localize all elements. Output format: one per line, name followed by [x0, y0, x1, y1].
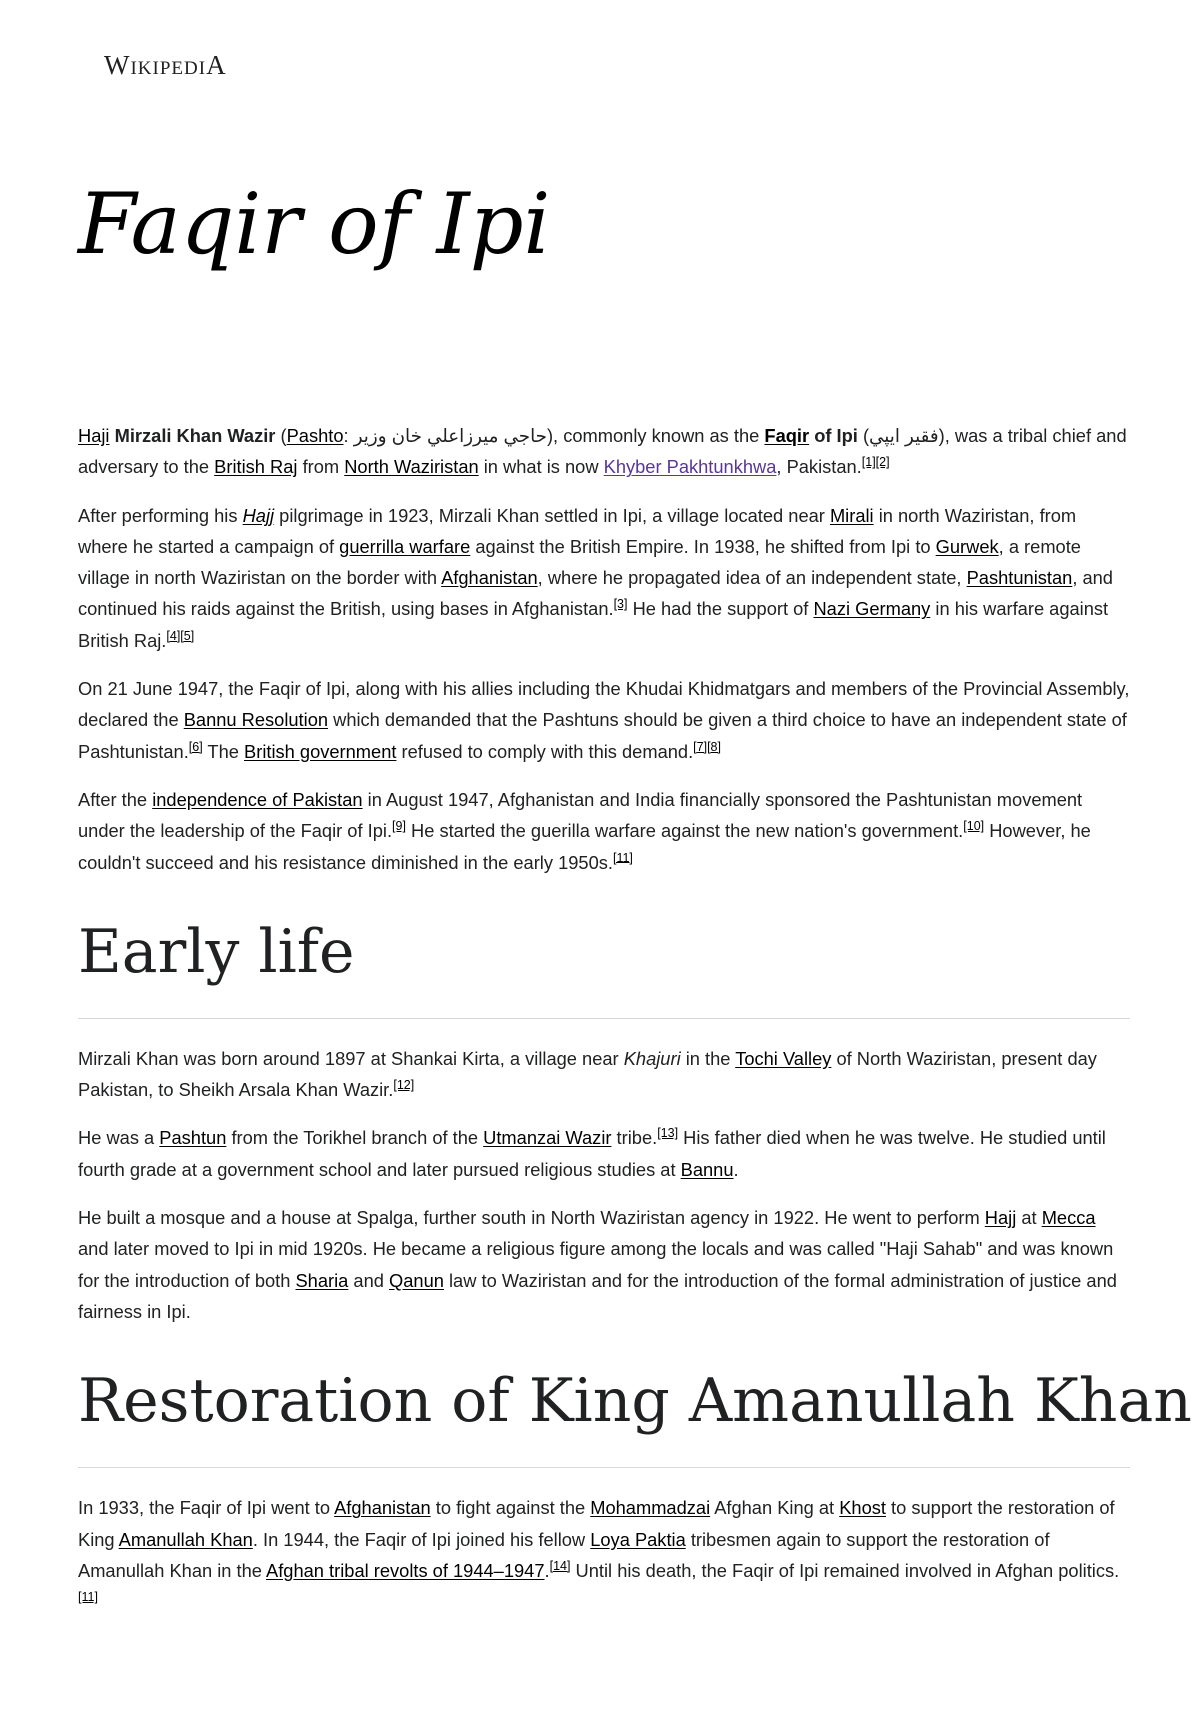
logo-letter-w: W [104, 50, 131, 80]
link-khyber-pakhtunkhwa[interactable]: Khyber Pakhtunkhwa [603, 456, 777, 478]
logo-letter-a: A [206, 50, 227, 80]
link-sharia[interactable]: Sharia [295, 1269, 349, 1291]
reference-link[interactable]: [12] [393, 1078, 415, 1093]
reference-link[interactable]: [14] [549, 1558, 571, 1573]
reference-link[interactable]: [2] [875, 455, 890, 470]
link-hajj-2[interactable]: Hajj [984, 1207, 1017, 1229]
reference-link[interactable]: [5] [180, 628, 195, 643]
article-body [78, 420, 1192, 1634]
link-mohammadzai[interactable]: Mohammadzai [590, 1497, 711, 1519]
section-heading-early-life: Early life [78, 916, 1130, 1019]
intro-paragraph-1: Haji Mirzali Khan Wazir (Pashto: حاجي ميرزاعلي خان وزير), commonly known as the Faqir of Ipi (فقير ايپي), was a tribal chief and adversary to the British Raj from North Waziristan in what is now Khyber Pakhtunkhwa, Pakistan.[1][2] [78, 425, 1127, 478]
link-tochi-valley[interactable]: Tochi Valley [735, 1047, 832, 1069]
link-bannu-resolution[interactable]: Bannu Resolution [183, 709, 329, 731]
subject-name: Mirzali Khan Wazir [114, 425, 276, 446]
link-afghanistan-2[interactable]: Afghanistan [334, 1497, 431, 1519]
link-mirali[interactable]: Mirali [829, 504, 874, 526]
reference-link[interactable]: [11] [78, 1590, 98, 1605]
link-haji[interactable]: Haji [78, 425, 110, 446]
reference-link[interactable]: [3] [613, 597, 628, 612]
reference-link[interactable]: [4] [166, 628, 181, 643]
reference-link[interactable]: [6] [188, 739, 203, 754]
section-heading-restoration: Restoration of King Amanullah Khan [78, 1365, 1130, 1468]
reference-link[interactable]: [13] [657, 1126, 679, 1141]
wikipedia-logo[interactable] [104, 50, 227, 81]
link-loya-paktia[interactable]: Loya Paktia [590, 1528, 686, 1550]
reference-link[interactable]: [1] [861, 455, 876, 470]
link-khost[interactable]: Khost [839, 1497, 886, 1519]
reference-link[interactable]: [8] [707, 739, 721, 754]
intro-paragraph-4: After the independence of Pakistan in August 1947, Afghanistan and India financially sponsored the Pashtunistan movement under the leadership of the Faqir of Ipi.[9] He started the guerilla warfare against the new nation's government.[10] However, he couldn't succeed and his resistance diminished in the early 1950s.[11] [78, 788, 1091, 873]
link-utmanzai-wazir[interactable]: Utmanzai Wazir [483, 1127, 612, 1149]
intro-paragraph-3: On 21 June 1947, the Faqir of Ipi, along with his allies including the Khudai Khidmatgars and members of the Provincial Assembly, declared the Bannu Resolution which demanded that the Pashtuns should be given a third choice to have an independent state of Pashtunistan.[6] The British government refused to comply with this demand.[7][8] [78, 678, 1130, 762]
restoration-paragraph-1: In 1933, the Faqir of Ipi went to Afghanistan to fight against the Mohammadzai Afghan King at Khost to support the restoration of King Amanullah Khan. In 1944, the Faqir of Ipi joined his fellow Loya Paktia tribesmen again to support the restoration of Amanullah Khan in the Afghan tribal revolts of 1944–1947.[14] Until his death, the Faqir of Ipi remained involved in Afghan politics.[11] [78, 1497, 1120, 1605]
early-life-paragraph-1: Mirzali Khan was born around 1897 at Shankai Kirta, a village near Khajuri in the Tochi Valley of North Waziristan, present day Pakistan, to Sheikh Arsala Khan Wazir.[12] [78, 1047, 1097, 1101]
link-pashto[interactable]: Pashto [286, 425, 344, 446]
link-afghan-tribal-revolts[interactable]: Afghan tribal revolts of 1944–1947 [266, 1559, 545, 1581]
link-north-waziristan[interactable]: North Waziristan [344, 456, 479, 478]
link-amanullah-khan[interactable]: Amanullah Khan [118, 1528, 253, 1550]
early-life-paragraph-2: He was a Pashtun from the Torikhel branch of the Utmanzai Wazir tribe.[13] His father died when he was twelve. He studied until fourth grade at a government school and later pursued religious studies at Bannu. [78, 1126, 1106, 1180]
link-british-government[interactable]: British government [244, 740, 397, 762]
reference-link[interactable]: [11] [612, 850, 633, 865]
link-afghanistan[interactable]: Afghanistan [441, 567, 538, 589]
link-gurwek[interactable]: Gurwek [935, 535, 999, 557]
link-nazi-germany[interactable]: Nazi Germany [813, 598, 931, 620]
link-independence-of-pakistan[interactable]: independence of Pakistan [152, 788, 363, 810]
page-title: Faqir of Ipi [78, 175, 551, 273]
link-guerrilla-warfare[interactable]: guerrilla warfare [339, 535, 471, 557]
link-bannu[interactable]: Bannu [680, 1158, 734, 1180]
reference-link[interactable]: [7] [693, 739, 708, 754]
link-qanun[interactable]: Qanun [389, 1269, 444, 1291]
reference-link[interactable]: [9] [392, 819, 406, 834]
link-british-raj[interactable]: British Raj [214, 456, 298, 478]
early-life-paragraph-3: He built a mosque and a house at Spalga, further south in North Waziristan agency in 1922. He went to perform Hajj at Mecca and later moved to Ipi in mid 1920s. He became a religious figure among the locals and was called "Haji Sahab" and was known for the introduction of both Sharia and Qanun law to Waziristan and for the introduction of the formal administration of justice and fairness in Ipi. [78, 1207, 1117, 1322]
pashto-name: : حاجي ميرزاعلي خان وزير [343, 425, 547, 446]
link-hajj[interactable]: Hajj [242, 504, 275, 526]
arabic-name: فقير ايپي [869, 425, 939, 446]
link-pashtun[interactable]: Pashtun [159, 1127, 227, 1149]
link-pashtunistan[interactable]: Pashtunistan [966, 567, 1073, 589]
link-mecca[interactable]: Mecca [1041, 1207, 1096, 1229]
link-faqir[interactable]: Faqir [764, 425, 810, 446]
reference-link[interactable]: [10] [963, 819, 985, 834]
logo-letters-middle: ikipedi [130, 50, 207, 80]
intro-paragraph-2: After performing his Hajj pilgrimage in 1923, Mirzali Khan settled in Ipi, a village located near Mirali in north Waziristan, from where he started a campaign of guerrilla warfare against the British Empire. In 1938, he shifted from Ipi to Gurwek, a remote village in north Waziristan on the border with Afghanistan, where he propagated idea of an independent state, Pashtunistan, and continued his raids against the British, using bases in Afghanistan.[3] He had the support of Nazi Germany in his warfare against British Raj.[4][5] [78, 504, 1113, 651]
